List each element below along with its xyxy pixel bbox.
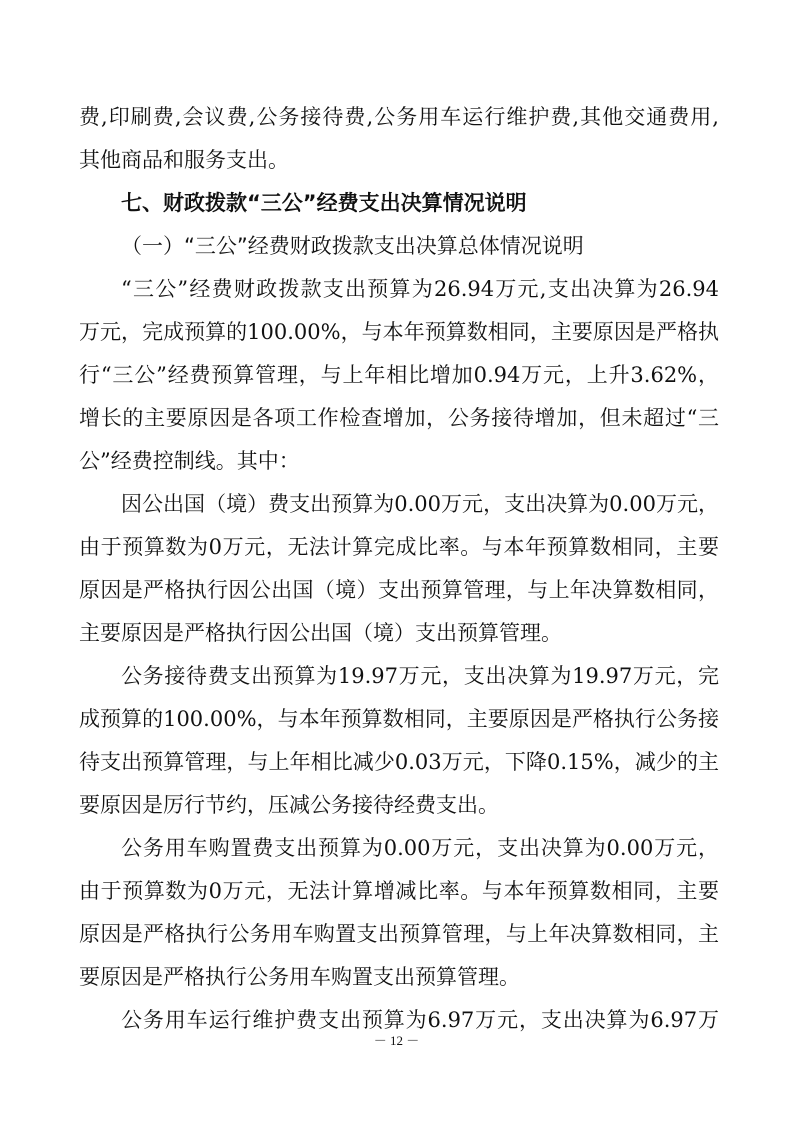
paragraph-vehicle-operation-line: 公务用车运行维护费支出预算为6.97万元，支出决算为6.97万	[121, 1008, 719, 1032]
body-text-line: 费,印刷费,会议费,公务接待费,公务用车运行维护费,其他交通费用,	[79, 105, 719, 129]
section-heading: 七、财政拨款“三公”经费支出决算情况说明	[121, 191, 527, 215]
paragraph-overall-line: 增长的主要原因是各项工作检查增加，公务接待增加，但未超过“三	[79, 406, 719, 430]
paragraph-vehicle-purchase-line: 原因是严格执行公务用车购置支出预算管理，与上年决算数相同，主	[79, 922, 719, 946]
body-text-line: 其他商品和服务支出。	[79, 148, 289, 172]
paragraph-overall-line: 公”经费控制线。其中：	[79, 449, 300, 473]
paragraph-vehicle-purchase-line: 由于预算数为0万元，无法计算增减比率。与本年预算数相同，主要	[79, 879, 719, 903]
paragraph-reception-line: 成预算的100.00%，与本年预算数相同，主要原因是严格执行公务接	[79, 707, 719, 731]
paragraph-abroad-line: 因公出国（境）费支出预算为0.00万元，支出决算为0.00万元，	[121, 492, 719, 516]
paragraph-overall-line: “三公”经费财政拨款支出预算为26.94万元,支出决算为26.94	[121, 277, 719, 301]
paragraph-reception-line: 待支出预算管理，与上年相比减少0.03万元，下降0.15%，减少的主	[79, 750, 719, 774]
paragraph-vehicle-purchase-line: 公务用车购置费支出预算为0.00万元，支出决算为0.00万元，	[121, 836, 719, 860]
paragraph-abroad-line: 原因是严格执行因公出国（境）支出预算管理，与上年决算数相同，	[79, 578, 719, 602]
paragraph-reception-line: 要原因是厉行节约，压减公务接待经费支出。	[79, 793, 499, 817]
paragraph-reception-line: 公务接待费支出预算为19.97万元，支出决算为19.97万元，完	[121, 664, 719, 688]
paragraph-overall-line: 万元，完成预算的100.00%，与本年预算数相同，主要原因是严格执	[79, 320, 719, 344]
page-number: － 12 －	[373, 1033, 420, 1048]
subsection-heading: （一）“三公”经费财政拨款支出决算总体情况说明	[121, 234, 584, 258]
paragraph-abroad-line: 主要原因是严格执行因公出国（境）支出预算管理。	[79, 621, 562, 645]
paragraph-vehicle-purchase-line: 要原因是严格执行公务用车购置支出预算管理。	[79, 965, 520, 989]
paragraph-abroad-line: 由于预算数为0万元，无法计算完成比率。与本年预算数相同，主要	[79, 535, 719, 559]
paragraph-overall-line: 行“三公”经费预算管理，与上年相比增加0.94万元，上升3.62%，	[79, 363, 719, 387]
